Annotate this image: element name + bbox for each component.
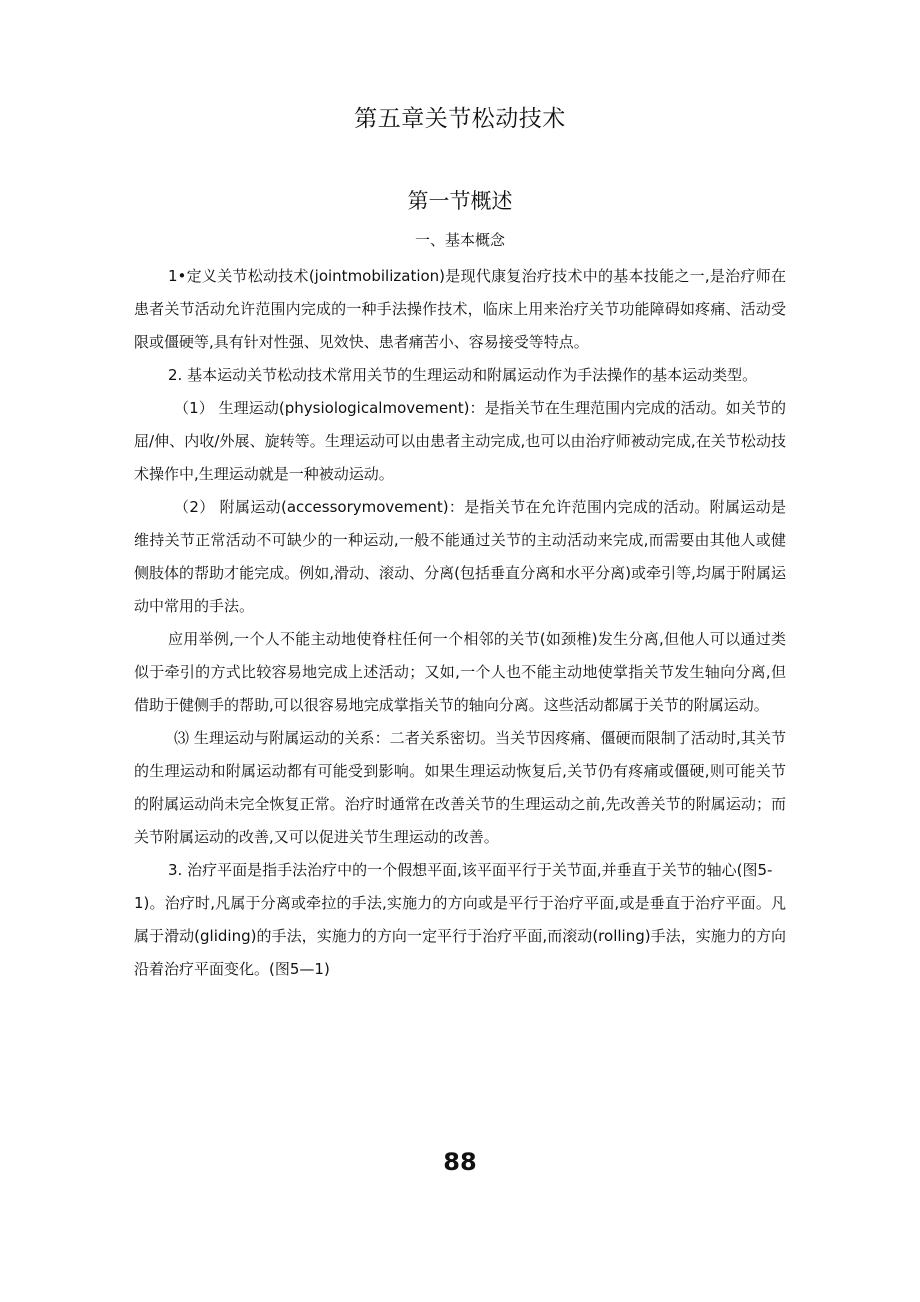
subsection-title: 一、基本概念 bbox=[414, 231, 505, 249]
paragraph-treatment-plane: 3. 治疗平面是指手法治疗中的一个假想平面,该平面平行于关节面,并垂直于关节的轴心(图5- bbox=[168, 861, 773, 879]
page-number: 88 bbox=[443, 1148, 477, 1176]
body-text bbox=[134, 260, 786, 986]
paragraph-relationship: ⑶ 生理运动与附属运动的关系：二者关系密切。当关节因疼痛、僵硬而限制了活动时,其关节的生理运动和附属运动都有可能受到影响。如果生理运动恢复后,关节仍有疼痛或僵硬,则可能关节的附属运动尚未完全恢复正常。治疗时通常在改善关节的生理运动之前,先改善关节的附属运动；而关节附属运动的改善,又可以促进关节生理运动的改善。 bbox=[134, 729, 786, 846]
paragraph-physiological-movement: （1） 生理运动(physiologicalmovement)：是指关节在生理范围内完成的活动。如关节的屈/伸、内收/外展、旋转等。生理运动可以由患者主动完成,也可以由治疗师被动完成,在关节松动技术操作中,生理运动就是一种被动运动。 bbox=[134, 399, 786, 483]
section-title: 第一节概述 bbox=[407, 189, 513, 213]
paragraph-application-example: 应用举例,一个人不能主动地使脊柱任何一个相邻的关节(如颈椎)发生分离,但他人可以通过类似于牵引的方式比较容易地完成上述活动；又如,一个人也不能主动地使掌指关节发生轴向分离,但借助于健侧手的帮助,可以很容易地完成掌指关节的轴向分离。这些活动都属于关节的附属运动。 bbox=[134, 630, 786, 714]
paragraph-definition: 1•定义关节松动技术(jointmobilization)是现代康复治疗技术中的基本技能之一,是治疗师在患者关节活动允许范围内完成的一种手法操作技术，临床上用来治疗关节功能障碍如疼痛、活动受限或僵硬等,具有针对性强、见效快、患者痛苦小、容易接受等特点。 bbox=[134, 267, 786, 351]
chapter-title: 第五章关节松动技术 bbox=[354, 106, 566, 132]
paragraph-basic-movement: 2. 基本运动关节松动技术常用关节的生理运动和附属运动作为手法操作的基本运动类型。 bbox=[168, 366, 758, 384]
paragraph-treatment-plane-continued: 1)。治疗时,凡属于分离或牵拉的手法,实施力的方向或是平行于治疗平面,或是垂直于治疗平面。凡属于滑动(gliding)的手法，实施力的方向一定平行于治疗平面,而滚动(rolling)手法，实施力的方向沿着治疗平面变化。(图5—1) bbox=[134, 894, 786, 978]
paragraph-accessory-movement: （2） 附属运动(accessorymovement)：是指关节在允许范围内完成的活动。附属运动是维持关节正常活动不可缺少的一种运动,一般不能通过关节的主动活动来完成,而需要由其他人或健侧肢体的帮助才能完成。例如,滑动、滚动、分离(包括垂直分离和水平分离)或牵引等,均属于附属运动中常用的手法。 bbox=[134, 498, 786, 615]
